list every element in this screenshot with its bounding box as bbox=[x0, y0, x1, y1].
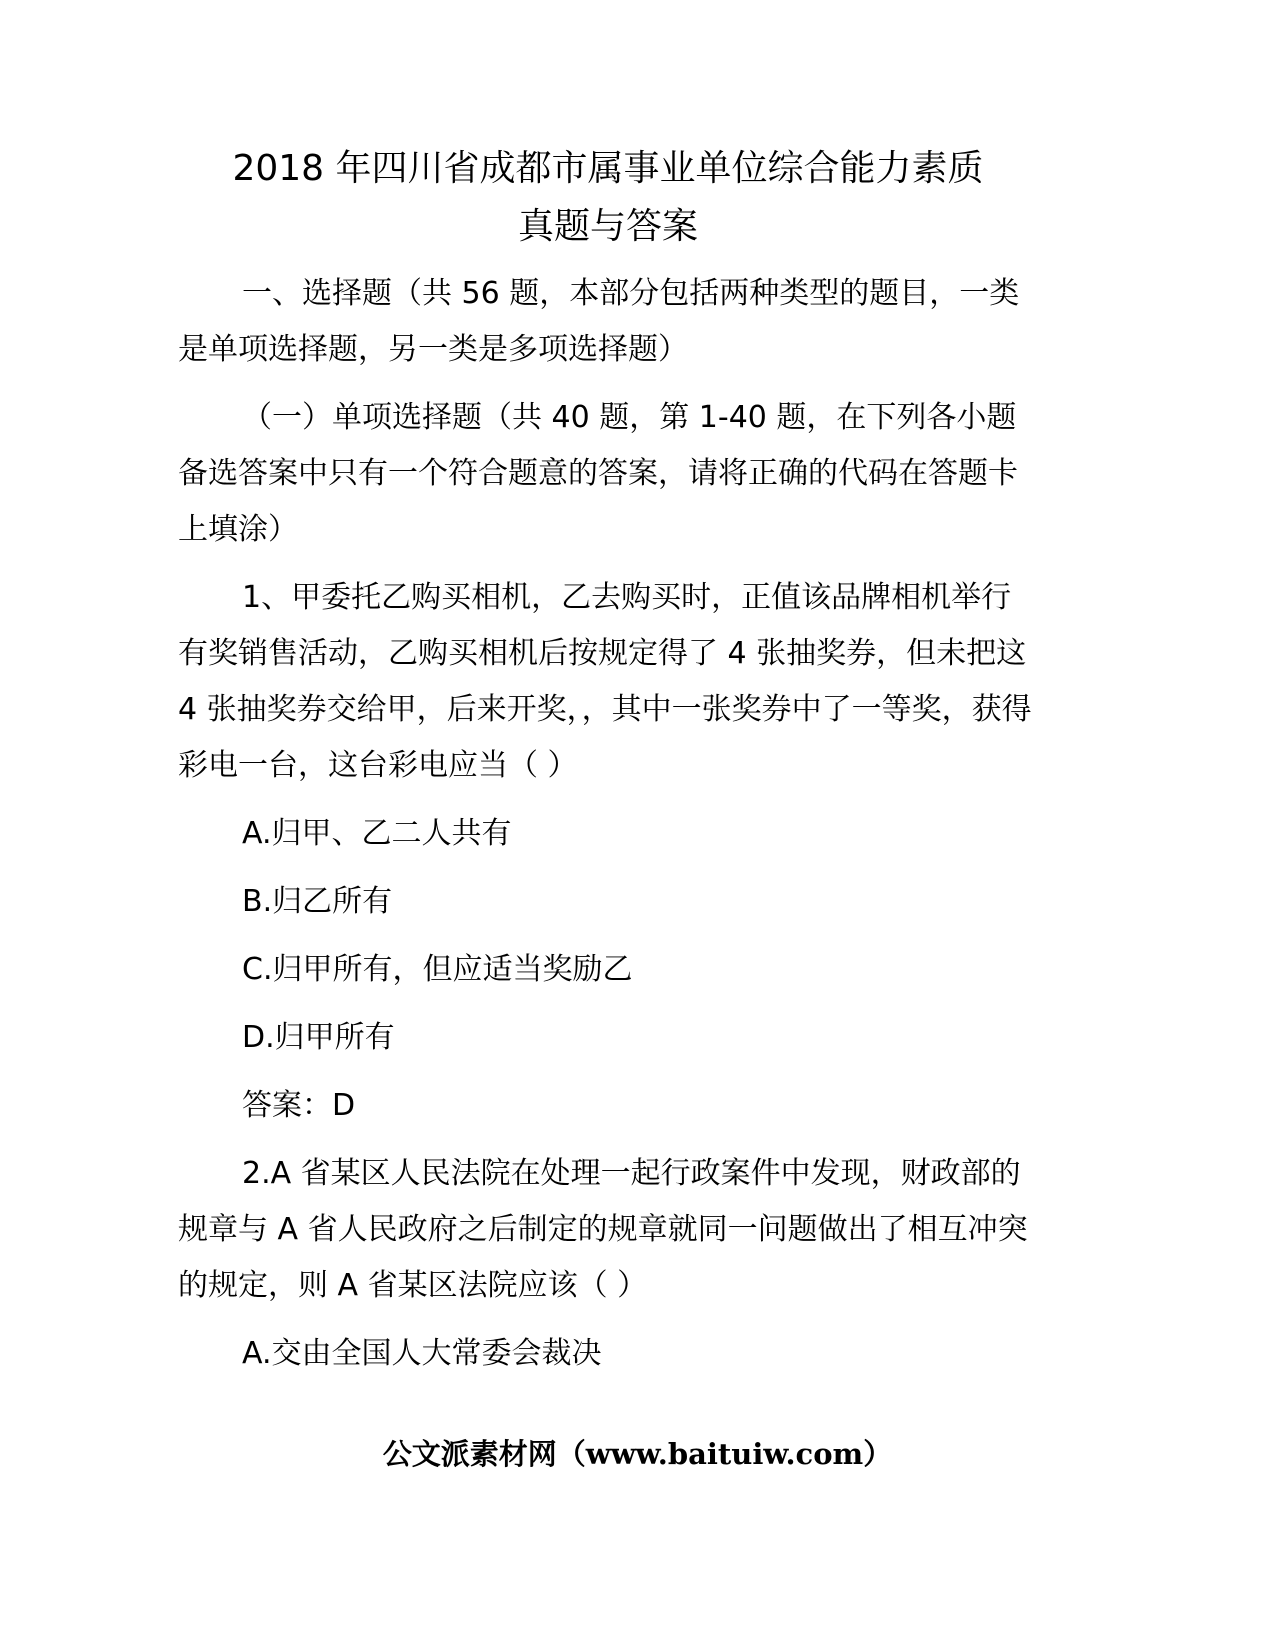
question-1-option-d: D.归甲所有 bbox=[242, 1020, 395, 1055]
title-line-2: 真题与答案 bbox=[517, 206, 698, 247]
question-2-option-a: A.交由全国人大常委会裁决 bbox=[242, 1336, 602, 1371]
subsection-heading: （一）单项选择题（共 40 题，第 1-40 题，在下列各小题备选答案中只有一个符合题意的答案，请将正确的代码在答题卡上填涂） bbox=[178, 400, 1018, 547]
question-1-option-b: B.归乙所有 bbox=[242, 884, 393, 919]
question-2-text: 2.A 省某区人民法院在处理一起行政案件中发现，财政部的规章与 A 省人民政府之后制定的规章就同一问题做出了相互冲突的规定，则 A 省某区法院应该（ ） bbox=[178, 1156, 1028, 1303]
title-line-1: 2018 年四川省成都市属事业单位综合能力素质 bbox=[232, 148, 984, 189]
section-heading: 一、选择题（共 56 题，本部分包括两种类型的题目，一类是单项选择题，另一类是多项选择题） bbox=[178, 276, 1020, 367]
question-1-text: 1、甲委托乙购买相机，乙去购买时，正值该品牌相机举行有奖销售活动，乙购买相机后按规定得了 4 张抽奖券，但未把这 4 张抽奖券交给甲，后来开奖，，其中一张奖券中了一等奖，获得彩电一台，这台彩电应当（ ） bbox=[178, 580, 1032, 783]
question-1-answer: 答案：D bbox=[242, 1088, 356, 1123]
question-1-option-a: A.归甲、乙二人共有 bbox=[242, 816, 512, 851]
document-title bbox=[178, 140, 1038, 256]
footer-watermark: 公文派素材网（www.baituiw.com） bbox=[382, 1437, 893, 1471]
document-body bbox=[178, 140, 1038, 1382]
question-1-option-c: C.归甲所有，但应适当奖励乙 bbox=[242, 952, 633, 987]
